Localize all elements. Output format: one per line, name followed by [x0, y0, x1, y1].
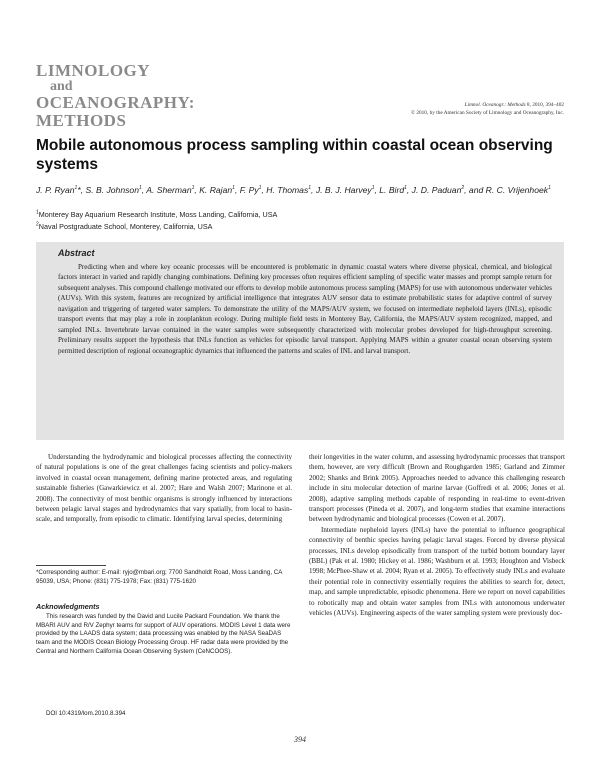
author: K. Rajan$^1$,	[199, 185, 240, 195]
citation-copyright: © 2010, by the American Society of Limnology and Oceanography, Inc.	[411, 110, 564, 116]
footnote-rule	[36, 565, 106, 566]
acknowledgments-text: This research was funded by the David and Lucile Packard Foundation. We thank the MBARI AUV and R/V Zephyr teams for support of AUV operations. MODIS Level 1 data were provided by the LAADS data system; data processing was enabled by the NASA SeaDAS team and the MODIS Ocean Biology Processing Group. HF radar data were provided by the Central and Northern California Ocean Observing System (CeNCOOS).	[36, 613, 291, 655]
doi: DOI 10:4319/lom.2010.8.394	[46, 710, 126, 717]
author: L. Bird$^1$,	[379, 185, 412, 195]
corresponding-author-footnote: *Corresponding author: E-mail: ryjo@mbari.org; 7700 Sandholdt Road, Moss Landing, CA 95039, USA; Phone: (831) 775-1978; Fax: (831) 775-1620	[36, 569, 283, 585]
affiliation-1: $^1$Monterey Bay Aquarium Research Institute, Moss Landing, California, USA	[36, 209, 278, 219]
author: S. B. Johnson$^1$,	[85, 185, 147, 195]
citation-block	[274, 101, 564, 117]
author: H. Thomas$^1$,	[266, 185, 316, 195]
body-paragraph: Intermediate nepheloid layers (INLs) have the potential to influence geographical connectivity of benthic species having pelagic larval stages. Forced by diverse physical processes, INLs develop episodically from transport of the turbid bottom boundary layer (BBL) (Pak et al. 1980; Hickey et al. 1986; Washburn et al. 1993; Houghton and Visbeck 1998; McPhee-Shaw et al. 2004; Ryan et al. 2005). To effectively study INLs and evaluate their potential role in connectivity essentially requires the abilities to search for, detect, map, and sample unpredictable, episodic phenomena. Here we report on novel capabilities to robotically map and obtain water samples from INLs with autonomous underwater vehicles (AUVs). Engineering aspects of the water sampling system were previously doc-	[309, 525, 565, 618]
abstract-heading: Abstract	[58, 248, 95, 258]
author-list	[36, 184, 571, 196]
journal-name-line2: and	[50, 79, 73, 94]
journal-name-line3: OCEANOGRAPHY: METHODS	[36, 93, 195, 130]
body-paragraph: Understanding the hydrodynamic and biological processes affecting the connectivity of natural populations is one of the great challenges facing scientists and policy-makers involved in coastal ocean management, defining marine protected areas, and regulating sustainable fisheries (Gawarkiewicz et al. 2007; Hare and Walsh 2007; Marinone et al. 2008). The connectivity of most benthic organisms is strongly influenced by interactions between pelagic larval stages and hydrodynamics that vary spatially, from local to basin-scale, and temporally, from episodic to climatic. Identifying larval species, determining	[36, 453, 292, 524]
paper-title: Mobile autonomous process sampling within coastal ocean observing systems	[36, 137, 553, 173]
body-paragraph: their longevities in the water column, and assessing hydrodynamic processes that transport them, however, are very difficult (Brown and Roughgarden 1985; Garland and Zimmer 2002; Shanks and Brink 2005). Approaches needed to advance this challenging research include in situ molecular detection of marine larvae (Goffredi et al. 2006; Jones et al. 2008), adaptive sampling methods capable of responding in real-time to event-driven transport processes (Pineda et al. 2007), and long-term studies that examine interactions between hydrodynamic and biological processes (Cowen et al. 2007).	[309, 453, 565, 524]
citation-volume: 8, 2010, 394–402	[526, 102, 564, 108]
author: J. B. J. Harvey$^1$,	[315, 185, 380, 195]
abstract-text: Predicting when and where key oceanic processes will be encountered is problematic in dynamic coastal waters where diverse physical, chemical, and biological factors interact in varied and rapidly changing combinations. Defining key processes often requires efficient sampling of specific water masses and prompt sample return for subsequent analyses. This compound challenge motivated our efforts to develop mobile autonomous process sampling (MAPS) for use with autonomous underwater vehicles (AUVs). With this system, features are recognized by artificial intelligence that integrates AUV sensor data to estimate probabilistic states for adaptive control of survey navigation and triggering of targeted water samplers. To demonstrate the utility of the MAPS/AUV system, we focused on intermediate nepheloid layers (INLs), episodic transport events that may play a role in zooplankton ecology. During multiple field tests in Monterey Bay, California, the MAPS/AUV system recognized, mapped, and sampled INLs. Invertebrate larvae contained in the water samples were subsequently characterized with molecular probes developed for high-throughput screening. Preliminary results support the hypothesis that INLs function as vehicles for episodic larval transport. Applying MAPS within a greater coastal ocean observing system permitted description of regional oceanographic dynamics that influenced the patterns and scales of INL and larval transport.	[58, 263, 552, 355]
author: A. Sherman$^1$,	[146, 185, 200, 195]
author: R. C. Vrijenhoek$^1$	[485, 185, 551, 195]
journal-logo	[36, 62, 286, 130]
author: J. P. Ryan$^1$*,	[36, 185, 86, 195]
body-column-left	[36, 452, 292, 556]
citation-journal: Limnol. Oceanogr.: Methods	[464, 102, 526, 108]
acknowledgments-heading: Acknowledgments	[36, 602, 100, 611]
journal-name-line1: LIMNOLOGY	[36, 61, 151, 80]
body-column-right	[309, 452, 565, 710]
author: F. Py$^1$,	[239, 185, 267, 195]
page-number: 394	[294, 735, 306, 744]
affiliation-2: $^2$Naval Postgraduate School, Monterey, California, USA	[36, 221, 213, 231]
author: J. D. Paduan$^2$, and	[411, 185, 486, 195]
